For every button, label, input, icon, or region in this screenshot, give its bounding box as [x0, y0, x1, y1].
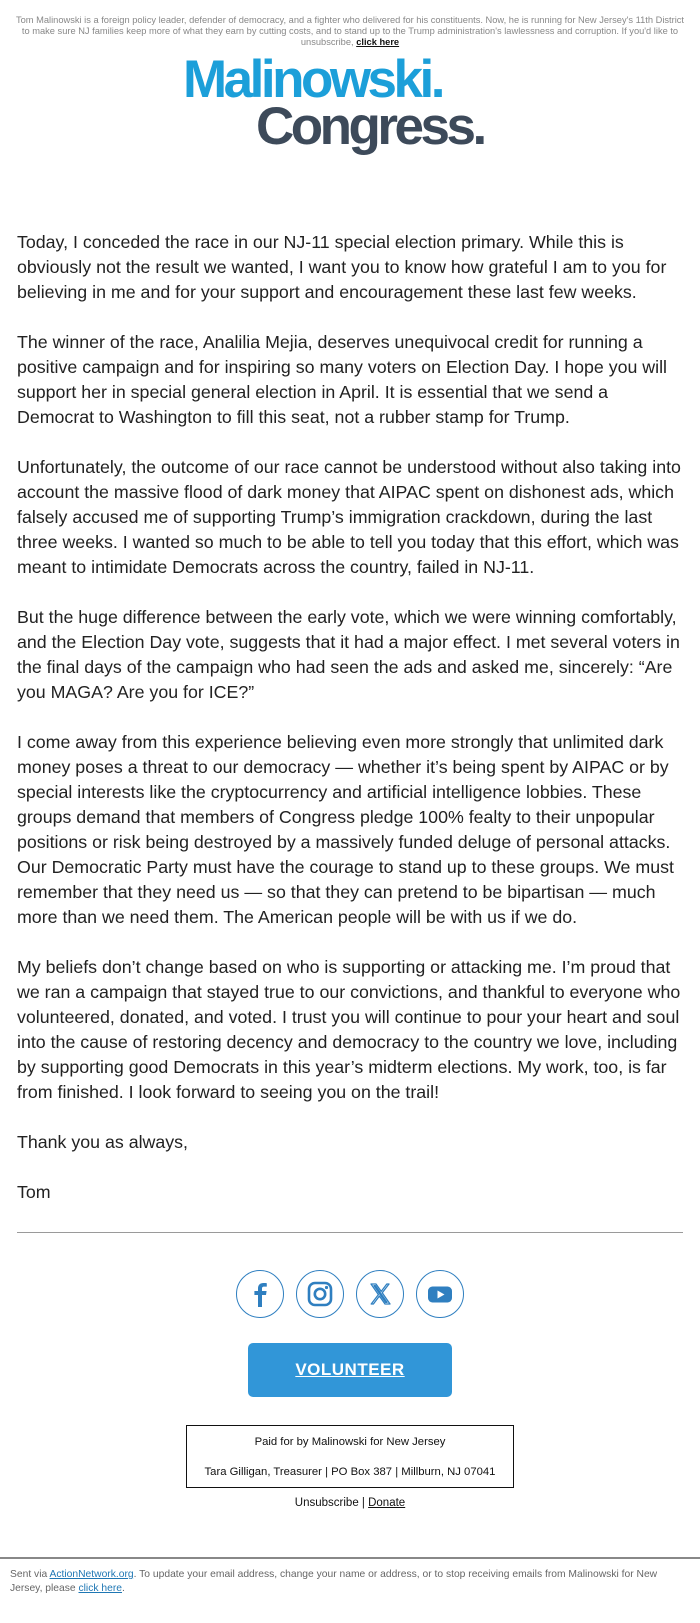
preheader-unsubscribe-link[interactable]: click here: [356, 37, 400, 47]
link-separator: |: [358, 1497, 369, 1509]
letter-paragraph: I come away from this experience believing even more strongly that unlimited dark money poses a threat to our democracy — whether it’s being spent by AIPAC or by special interests like the cryptocurrency and artificial intelligence lobbies. These groups demand that members of Congress pledge 100% fealty to their unpopular positions or risk being destroyed by a massively funded deluge of personal attacks. Our Democratic Party must have the courage to stand up to these groups. We must remember that they need us — so that they can pretend to be bipartisan — much more than we need them. The American people will be with us if we do.: [17, 732, 674, 927]
treasurer-address-line: Tara Gilligan, Treasurer | PO Box 387 | Millburn, NJ 07041: [204, 1466, 496, 1478]
facebook-icon[interactable]: [236, 1270, 284, 1318]
unsubscribe-link[interactable]: Unsubscribe: [294, 1497, 359, 1509]
footer-text: . To update your email address, change your name or address, or to stop receiving emails from Malinowski for New Jersey, please: [10, 1569, 658, 1594]
footer-links: [0, 1497, 700, 1509]
letter-paragraph: Unfortunately, the outcome of our race cannot be understood without also taking into account the massive flood of dark money that AIPAC spent on dishonest ads, which falsely accused me of supporting Trump’s immigration crackdown, during the last three weeks. I wanted so much to be able to tell you today that this effort, which was meant to intimidate Democrats across the country, failed in NJ-11.: [17, 457, 681, 577]
campaign-logo: [0, 52, 700, 162]
footer-prefix: Sent via: [10, 1569, 50, 1580]
email-footer: [10, 1568, 690, 1596]
section-divider: [17, 1232, 683, 1233]
preheader-text: Tom Malinowski is a foreign policy leader, defender of democracy, and a fighter who delivered for his constituents. Now, he is running for New Jersey's 11th District to make sure NJ families keep more of what they earn by cutting costs, and to stand up to the Trump administration's lawlessness and corruption. If you'd like to unsubscribe,: [15, 15, 685, 47]
logo-line-malinowski: Malinowski.: [183, 50, 442, 109]
letter-paragraph: The winner of the race, Analilia Mejia, deserves unequivocal credit for running a positive campaign and for inspiring so many voters on Election Day. I hope you will support her in special general election in April. It is essential that we send a Democrat to Washington to fill this seat, not a rubber stamp for Trump.: [17, 332, 668, 427]
letter-paragraph: Today, I conceded the race in our NJ-11 special election primary. While this is obviously not the result we wanted, I want you to know how grateful I am to you for believing in me and for your support and encouragement these last few weeks.: [17, 232, 667, 302]
preheader: [14, 15, 686, 48]
youtube-icon[interactable]: [416, 1270, 464, 1318]
letter-paragraph: My beliefs don’t change based on who is supporting or attacking me. I’m proud that we ran a campaign that stayed true to our convictions, and thankful to everyone who volunteered, donated, and voted. I trust you will continue to pour your heart and soul into the cause of restoring decency and democracy to the country we love, including by supporting good Democrats in this year’s midterm elections. My work, too, is far from finished. I look forward to seeing you on the trail!: [17, 957, 681, 1102]
letter-closing: Thank you as always,: [17, 1132, 188, 1152]
instagram-icon[interactable]: [296, 1270, 344, 1318]
paid-for-line: Paid for by Malinowski for New Jersey: [254, 1436, 446, 1448]
letter-signature: Tom: [17, 1182, 51, 1202]
footer-divider: [0, 1557, 700, 1559]
footer-click-here-link[interactable]: click here: [78, 1583, 122, 1594]
x-icon[interactable]: [356, 1270, 404, 1318]
logo-line-congress: Congress.: [256, 97, 484, 156]
paid-for-disclaimer: [186, 1425, 514, 1488]
donate-link[interactable]: Donate: [368, 1497, 406, 1509]
letter-body: [17, 230, 687, 1230]
volunteer-button[interactable]: VOLUNTEER: [248, 1343, 452, 1397]
footer-suffix: .: [122, 1583, 125, 1594]
actionnetwork-link[interactable]: ActionNetwork.org: [49, 1569, 134, 1580]
social-links: [236, 1270, 466, 1318]
letter-paragraph: But the huge difference between the early vote, which we were winning comfortably, and the Election Day vote, suggests that it had a major effect. I met several voters in the final days of the campaign who had seen the ads and asked me, sincerely: “Are you MAGA? Are you for ICE?”: [17, 607, 680, 702]
